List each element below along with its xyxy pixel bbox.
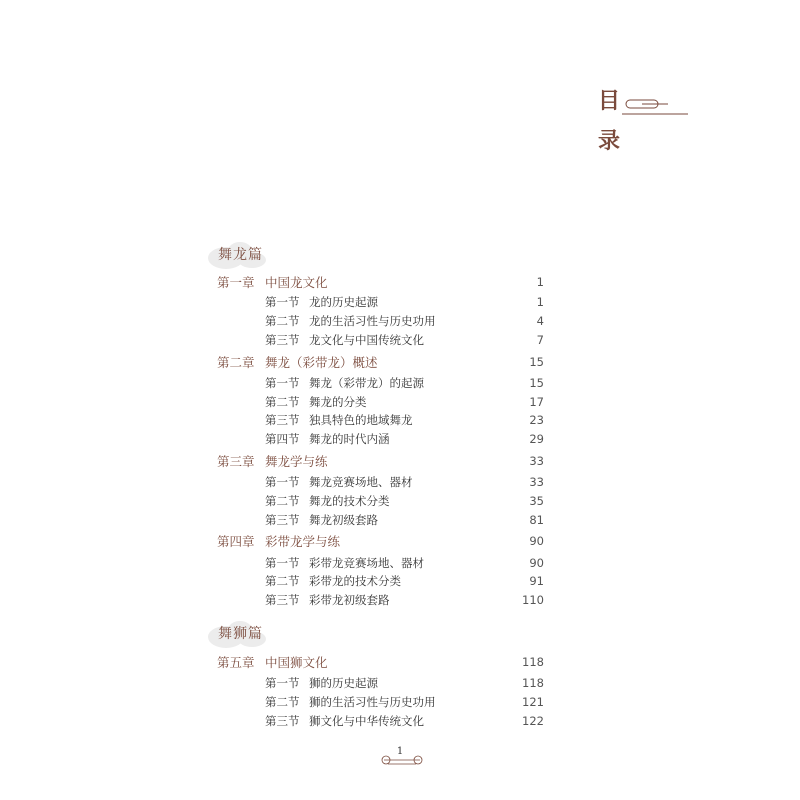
- section-title: 狮文化与中华传统文化: [309, 714, 424, 728]
- toc-title-char-1: 目: [598, 88, 621, 114]
- section-label: 第三节: [265, 714, 300, 728]
- toc-section-row[interactable]: [265, 393, 544, 411]
- page-ref: 1: [536, 295, 544, 309]
- toc-section-row[interactable]: [265, 430, 544, 448]
- page-ref: 118: [522, 676, 544, 690]
- page-ref: 1: [536, 275, 544, 289]
- toc-section-row[interactable]: [265, 374, 544, 392]
- chapter-label: 第四章: [217, 534, 255, 549]
- toc-section-row[interactable]: [265, 693, 544, 711]
- section-label: 第一节: [265, 556, 300, 570]
- section-title: 龙的历史起源: [309, 295, 378, 309]
- section-label: 第四节: [265, 432, 300, 446]
- chapter-title: 彩带龙学与练: [265, 534, 341, 549]
- section-label: 第二节: [265, 395, 300, 409]
- chapter-label: 第三章: [217, 454, 255, 469]
- toc-section-row[interactable]: [265, 712, 544, 730]
- page-ref: 118: [522, 655, 544, 669]
- part-header-lion: [204, 617, 274, 651]
- chapter-title: 中国狮文化: [265, 655, 328, 670]
- part-title: 舞狮篇: [218, 626, 263, 642]
- page-ref: 35: [529, 494, 544, 508]
- page-ref: 110: [522, 593, 544, 607]
- section-label: 第三节: [265, 513, 300, 527]
- title-ornament-line: [622, 96, 694, 120]
- page-ref: 81: [529, 513, 544, 527]
- toc-section-row[interactable]: [265, 572, 544, 590]
- section-label: 第二节: [265, 574, 300, 588]
- toc-section-row[interactable]: [265, 331, 544, 349]
- section-label: 第一节: [265, 376, 300, 390]
- page-ref: 90: [529, 534, 544, 548]
- part-title: 舞龙篇: [218, 247, 263, 263]
- chapter-title: 舞龙（彩带龙）概述: [265, 355, 378, 370]
- page-ref: 15: [529, 355, 544, 369]
- section-title: 舞龙的技术分类: [309, 494, 390, 508]
- chapter-label: 第二章: [217, 355, 255, 370]
- section-label: 第一节: [265, 676, 300, 690]
- toc-section-row[interactable]: [265, 492, 544, 510]
- section-title: 彩带龙的技术分类: [309, 574, 401, 588]
- section-title: 狮的生活习性与历史功用: [309, 695, 436, 709]
- chapter-label: 第五章: [217, 655, 255, 670]
- page-ref: 33: [529, 454, 544, 468]
- toc-section-row[interactable]: [265, 473, 544, 491]
- toc-section-row[interactable]: [265, 511, 544, 529]
- toc-chapter-row[interactable]: [217, 273, 544, 291]
- section-title: 狮的历史起源: [309, 676, 378, 690]
- toc-chapter-row[interactable]: [217, 452, 544, 470]
- page-ref: 33: [529, 475, 544, 489]
- section-title: 舞龙初级套路: [309, 513, 378, 527]
- section-title: 舞龙的时代内涵: [309, 432, 390, 446]
- section-title: 独具特色的地域舞龙: [309, 413, 413, 427]
- section-label: 第一节: [265, 475, 300, 489]
- section-title: 龙文化与中国传统文化: [309, 333, 424, 347]
- page-ref: 17: [529, 395, 544, 409]
- page-ref: 15: [529, 376, 544, 390]
- chapter-title: 舞龙学与练: [265, 454, 328, 469]
- section-title: 舞龙竞赛场地、器材: [309, 475, 413, 489]
- page-ref: 122: [522, 714, 544, 728]
- toc-section-row[interactable]: [265, 591, 544, 609]
- section-label: 第三节: [265, 593, 300, 607]
- toc-chapter-row[interactable]: [217, 353, 544, 371]
- page-ref: 90: [529, 556, 544, 570]
- page-ref: 7: [536, 333, 544, 347]
- page-ref: 29: [529, 432, 544, 446]
- section-label: 第二节: [265, 494, 300, 508]
- toc-section-row[interactable]: [265, 674, 544, 692]
- part-header-dragon: [204, 238, 274, 272]
- page-ref: 121: [522, 695, 544, 709]
- toc-section-row[interactable]: [265, 554, 544, 572]
- page-ref: 4: [536, 314, 544, 328]
- page-ref: 23: [529, 413, 544, 427]
- section-title: 舞龙的分类: [309, 395, 367, 409]
- section-title: 彩带龙初级套路: [309, 593, 390, 607]
- section-label: 第三节: [265, 333, 300, 347]
- toc-section-row[interactable]: [265, 293, 544, 311]
- toc-section-row[interactable]: [265, 312, 544, 330]
- chapter-label: 第一章: [217, 275, 255, 290]
- toc-chapter-row[interactable]: [217, 532, 544, 550]
- page-ref: 91: [529, 574, 544, 588]
- section-title: 舞龙（彩带龙）的起源: [309, 376, 424, 390]
- section-label: 第一节: [265, 295, 300, 309]
- section-title: 龙的生活习性与历史功用: [309, 314, 436, 328]
- toc-title-char-2: 录: [598, 128, 621, 154]
- section-title: 彩带龙竞赛场地、器材: [309, 556, 424, 570]
- chapter-title: 中国龙文化: [265, 275, 328, 290]
- section-label: 第二节: [265, 314, 300, 328]
- toc-section-row[interactable]: [265, 411, 544, 429]
- toc-chapter-row[interactable]: [217, 653, 544, 671]
- page-number: 1: [396, 746, 404, 757]
- section-label: 第三节: [265, 413, 300, 427]
- section-label: 第二节: [265, 695, 300, 709]
